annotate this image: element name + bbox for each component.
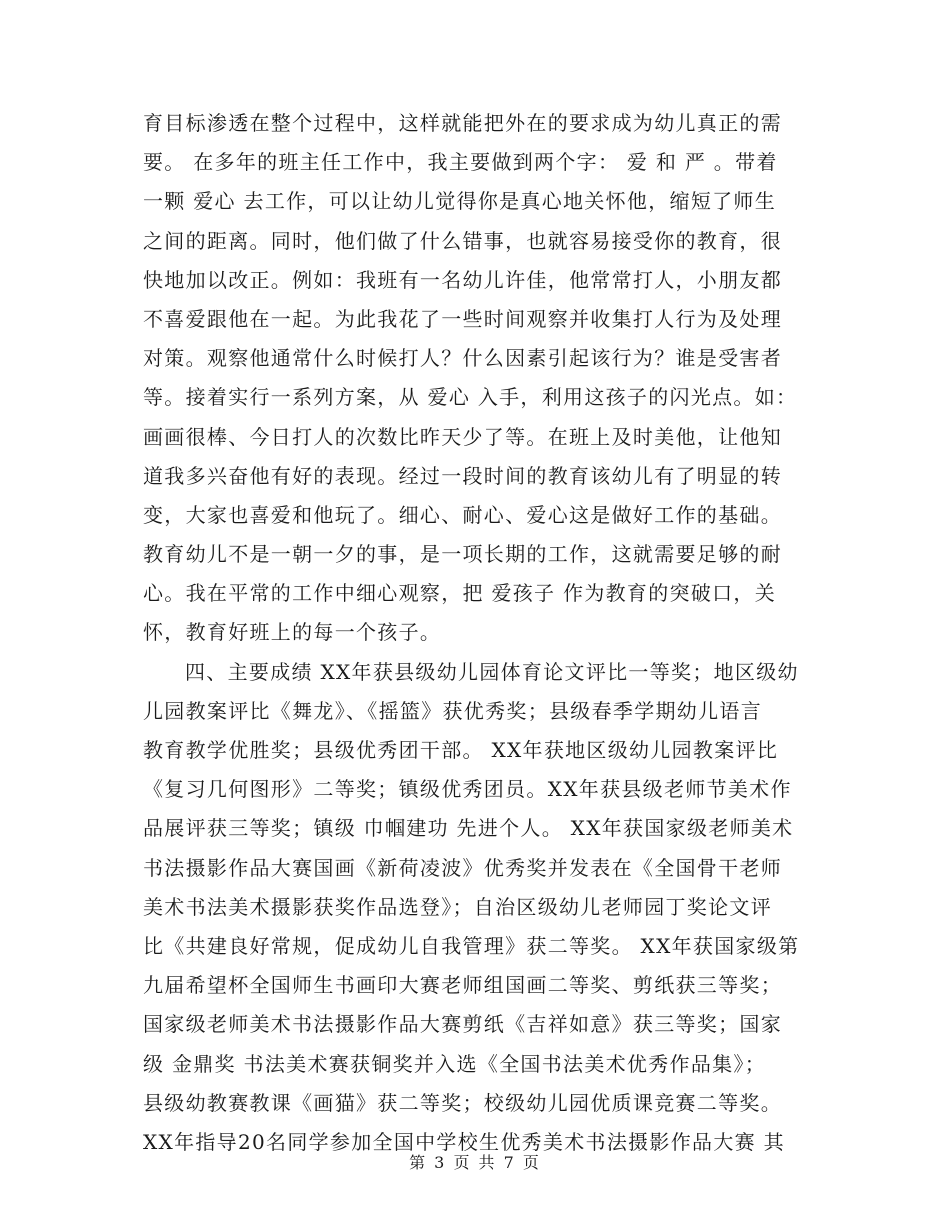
text-line: 之间的距离。同时，他们做了什么错事，也就容易接受你的教育，很 (143, 228, 782, 253)
text-line: 美术书法美术摄影获奖作品选登》；自治区级幼儿老师园丁奖论文评 (143, 894, 772, 919)
text-line: 育目标渗透在整个过程中，这样就能把外在的要求成为幼儿真正的需 (143, 111, 782, 135)
text-line: 怀，教育好班上的每一个孩子。 (143, 620, 442, 645)
text-line: 快地加以改正。例如：我班有一名幼儿许佳，他常常打人，小朋友都 (143, 267, 782, 292)
paragraph-start-line: 四、主要成绩 XX年获县级幼儿园体育论文评比一等奖；地区级幼 (185, 659, 799, 684)
text-line: 变，大家也喜爱和他玩了。细心、耐心、爱心这是做好工作的基础。 (143, 502, 782, 527)
text-line: 儿园教案评比《舞龙》、《摇篮》获优秀奖；县级春季学期幼儿语言 (143, 698, 762, 723)
text-line: 画画很棒、今日打人的次数比昨天少了等。在班上及时美他，让他知 (143, 424, 782, 449)
text-line: 品展评获三等奖；镇级 巾帼建功 先进个人。 XX年获国家级老师美术 (143, 816, 794, 841)
text-line: 道我多兴奋他有好的表现。经过一段时间的教育该幼儿有了明显的转 (143, 463, 782, 488)
page-number-footer: 第 3 页 共 7 页 (409, 1153, 541, 1172)
body-text (143, 104, 823, 1162)
text-line: 教育幼儿不是一朝一夕的事，是一项长期的工作，这就需要足够的耐 (143, 542, 782, 567)
text-line: 比《共建良好常规，促成幼儿自我管理》获二等奖。 XX年获国家级第 (143, 933, 800, 958)
text-line: 等。接着实行一系列方案，从 爱心 入手，利用这孩子的闪光点。如： (143, 385, 798, 410)
text-line: 不喜爱跟他在一起。为此我花了一些时间观察并收集打人行为及处理 (143, 306, 782, 331)
text-line: XX年指导20名同学参加全国中学校生优秀美术书法摄影作品大赛 其 (143, 1129, 785, 1154)
text-line: 要。 在多年的班主任工作中，我主要做到两个字： 爱 和 严 。带着 (143, 150, 778, 175)
text-line: 九届希望杯全国师生书画印大赛老师组国画二等奖、剪纸获三等奖； (143, 973, 782, 998)
text-line: 心。我在平常的工作中细心观察，把 爱孩子 作为教育的突破口，关 (143, 581, 777, 606)
text-line: 一颗 爱心 去工作，可以让幼儿觉得你是真心地关怀他，缩短了师生 (143, 189, 777, 214)
text-line: 国家级老师美术书法摄影作品大赛剪纸《吉祥如意》获三等奖；国家 (143, 1012, 782, 1037)
text-line: 级 金鼎奖 书法美术赛获铜奖并入选《全国书法美术优秀作品集》； (143, 1051, 767, 1076)
text-line: 县级幼教赛教课《画猫》获二等奖；校级幼儿园优质课竞赛二等奖。 (143, 1090, 782, 1115)
text-line: 教育教学优胜奖；县级优秀团干部。 XX年获地区级幼儿园教案评比 (143, 738, 779, 762)
text-line: 对策。观察他通常什么时候打人？什么因素引起该行为？谁是受害者 (143, 346, 782, 371)
text-line: 书法摄影作品大赛国画《新荷凌波》优秀奖并发表在《全国骨干老师 (143, 855, 782, 880)
text-line: 《复习几何图形》二等奖；镇级优秀团员。XX年获县级老师节美术作 (143, 777, 792, 802)
